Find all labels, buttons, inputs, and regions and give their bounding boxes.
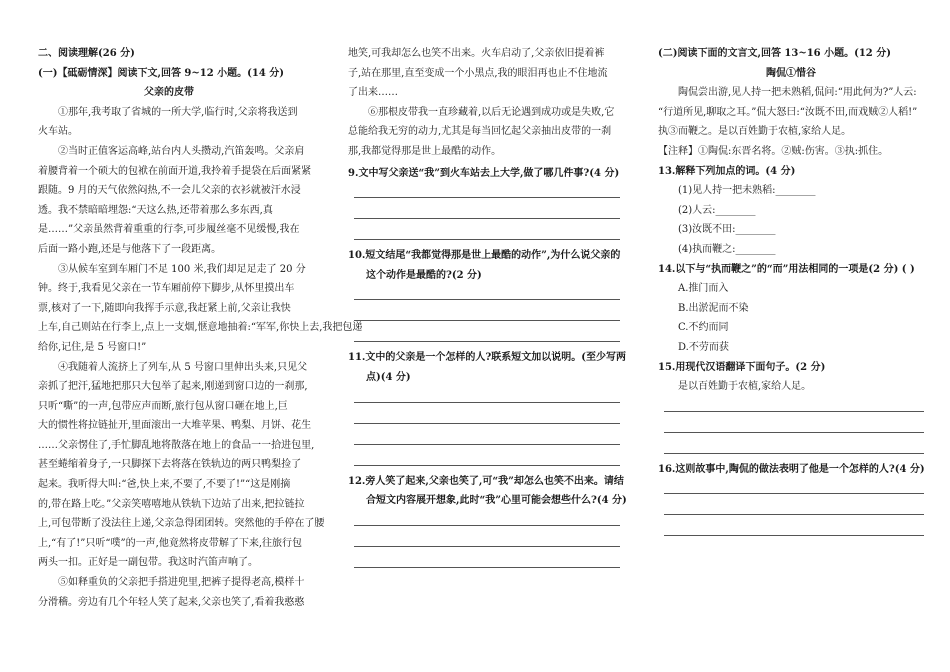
text-line: 子,站在那里,直至变成一个小黑点,我的眼泪再也止不住地流: [348, 67, 608, 79]
text-line: 陶侃尝出游,见人持一把未熟稻,侃问:“用此何为?”人云:: [678, 87, 917, 99]
answer-line[interactable]: [354, 511, 620, 526]
text-line: 是……”父亲虽然背着重重的行李,可步履丝毫不见缓慢,我在: [38, 224, 300, 236]
question-9: 9.文中写父亲送“我”到火车站去上大学,做了哪几件事?(4 分): [348, 167, 620, 179]
answer-line[interactable]: [664, 500, 924, 515]
column-right: [658, 44, 924, 542]
text-line: 上车,自己则站在行李上,点上一支烟,惬意地抽着:“军军,你快上去,我把包递: [38, 322, 363, 334]
blank[interactable]: ________: [775, 185, 816, 197]
q13-item: (2)人云:________: [678, 204, 756, 216]
text-line: 两头一扣。正好是一副包带。我这时汽笛声响了。: [38, 557, 258, 569]
question-14: 14.以下与“执而鞭之”的“而”用法相同的一项是(2 分) ( ): [658, 263, 915, 275]
text-line: ⑤如释重负的父亲把手搭进兜里,把裤子提得老高,模样十: [58, 577, 305, 589]
question-12: 12.旁人笑了起来,父亲也笑了,可“我”却怎么也笑不出来。请结: [348, 475, 624, 487]
text-line: 总能给我无穷的动力,尤其是每当回忆起父亲抽出皮带的一刹: [348, 126, 612, 138]
text-line: 透。我不禁暗暗埋怨:“天这么热,还带着那么多东西,真: [38, 204, 273, 216]
answer-line[interactable]: [354, 204, 620, 219]
part1-title: (一)【砥砺情深】阅读下文,回答 9~12 小题。(14 分): [38, 67, 285, 79]
text-line: 甚至蜷缩着身子,一只脚探下去将落在铁轨边的两只鸭梨捡了: [38, 459, 302, 471]
text-line: ④我随着人流挤上了列车,从 5 号窗口里伸出头来,只见父: [58, 361, 308, 373]
answer-line[interactable]: [664, 521, 924, 536]
question-12-cont: 合短文内容展开想象,此时“我”心里可能会想些什么?(4 分): [366, 495, 627, 507]
answer-line[interactable]: [354, 409, 620, 424]
answer-line[interactable]: [664, 397, 924, 412]
q13-item: (1)见人持一把未熟稻:________: [678, 185, 816, 197]
text-line: 起来。我听得大叫:“爸,快上来,不要了,不要了!”“这是刚摘: [38, 479, 291, 491]
answer-line[interactable]: [664, 479, 924, 494]
text-line: 着腰背着一个硕大的包袱在前面开道,我拎着手提袋在后面紧紧: [38, 165, 312, 177]
text-line: 了出来……: [348, 87, 398, 99]
answer-line[interactable]: [354, 285, 620, 300]
answer-line[interactable]: [664, 439, 924, 454]
classical-title: 陶侃①惜谷: [766, 67, 816, 79]
text-line: 执③而鞭之。是以百姓勤于农植,家给人足。: [658, 126, 852, 138]
answer-line[interactable]: [354, 553, 620, 568]
text-line: 地笑,可我却怎么也笑不出来。火车启动了,父亲依旧提着裤: [348, 48, 605, 59]
annotation-note: 【注释】①陶侃:东晋名将。②贼:伤害。③执:抓住。: [658, 145, 889, 157]
text-line: 钟。终于,我看见父亲在一节车厢前停下脚步,从怀里摸出车: [38, 283, 295, 295]
answer-line[interactable]: [354, 430, 620, 445]
blank[interactable]: ________: [715, 204, 756, 216]
q13-item: (4)执而鞭之:________: [678, 243, 776, 255]
answer-line[interactable]: [354, 306, 620, 321]
option-a: A.推门而入: [678, 283, 729, 295]
text-line: 的,带在路上吃。”父亲笑嘻嘻地从铁轨下边站了出来,把拉链拉: [38, 498, 305, 510]
question-10-cont: 这个动作是最酷的?(2 分): [366, 269, 482, 281]
answer-paren[interactable]: ( ): [901, 263, 915, 275]
question-11: 11.文中的父亲是一个怎样的人?联系短文加以说明。(至少写两: [348, 352, 626, 364]
answer-line[interactable]: [354, 451, 620, 466]
answer-line[interactable]: [354, 183, 620, 198]
column-left: [38, 44, 363, 612]
option-d: D.不劳而获: [678, 341, 729, 353]
text-line: 只听“嘶”的一声,包带应声而断,旅行包从窗口砸在地上,巨: [38, 400, 288, 412]
question-15: 15.用现代汉语翻译下面句子。(2 分): [658, 361, 826, 373]
option-c: C.不约而同: [678, 322, 729, 334]
column-middle: [348, 44, 627, 574]
blank[interactable]: ________: [735, 224, 776, 236]
answer-line[interactable]: [664, 418, 924, 433]
q13-item: (3)汝既不田:________: [678, 224, 776, 236]
section-title: 二、阅读理解(26 分): [38, 48, 135, 59]
text-line: ⑥那根皮带我一直珍藏着,以后无论遇到成功或是失败,它: [368, 106, 615, 118]
text-line: ①那年,我考取了省城的一所大学,临行时,父亲将我送到: [58, 106, 298, 118]
text-line: ②当时正值客运高峰,站台内人头攒动,汽笛轰鸣。父亲肩: [58, 145, 305, 157]
text-line: 上,“有了!”只听“噗”的一声,他竟然将皮带解了下来,往旅行包: [38, 537, 303, 549]
text-line: 那,我都觉得那是世上最酷的动作。: [348, 145, 502, 157]
question-10: 10.短文结尾“我都觉得那是世上最酷的动作”,为什么说父亲的: [348, 250, 621, 262]
text-line: 票,核对了一下,随即向我挥手示意,我赶紧上前,父亲让我快: [38, 302, 291, 314]
story-text: [38, 103, 363, 612]
answer-line[interactable]: [354, 225, 620, 240]
text-line: 亲抓了把汗,猛地把那只大包举了起来,刚递到窗口边的一刹那,: [38, 381, 308, 393]
text-line: “行道所见,聊取之耳。”侃大怒曰:“汝既不田,而戏贼②人稻!”: [658, 106, 918, 118]
answer-line[interactable]: [354, 388, 620, 403]
text-line: 大的惯性将拉链扯开,里面滚出一大堆苹果、鸭梨、月饼、花生: [38, 420, 312, 432]
blank[interactable]: ________: [735, 243, 776, 255]
text-line: 火车站。: [38, 126, 78, 138]
text-line: 给你,记住,是 5 号窗口!”: [38, 341, 147, 353]
question-16: 16.这则故事中,陶侃的做法表明了他是一个怎样的人?(4 分): [658, 463, 925, 475]
story-title: 父亲的皮带: [144, 87, 194, 99]
text-line: 上,可包带断了没法往上递,父亲急得团团转。突然他的手停在了腰: [38, 518, 325, 530]
question-11-cont: 点)(4 分): [366, 371, 411, 383]
text-line: 后面一路小跑,还是与他落下了一段距离。: [38, 243, 222, 255]
option-b: B.出淤泥而不染: [678, 302, 749, 314]
part2-title: (二)阅读下面的文言文,回答 13~16 小题。(12 分): [658, 48, 891, 59]
text-line: ……父亲愣住了,手忙脚乱地将散落在地上的食品一一拾进包里,: [38, 439, 315, 451]
answer-line[interactable]: [354, 327, 620, 342]
answer-line[interactable]: [354, 532, 620, 547]
text-line: 分滑稽。旁边有几个年轻人笑了起来,父亲也笑了,看着我憨憨: [38, 596, 305, 608]
text-line: ③从候车室到车厢门不足 100 米,我们却足足走了 20 分: [58, 263, 306, 275]
question-13: 13.解释下列加点的词。(4 分): [658, 165, 796, 177]
q15-sentence: 是以百姓勤于农植,家给人足。: [678, 381, 812, 393]
text-line: 跟随。9 月的天气依然闷热,不一会儿父亲的衣衫就被汗水浸: [38, 185, 301, 197]
